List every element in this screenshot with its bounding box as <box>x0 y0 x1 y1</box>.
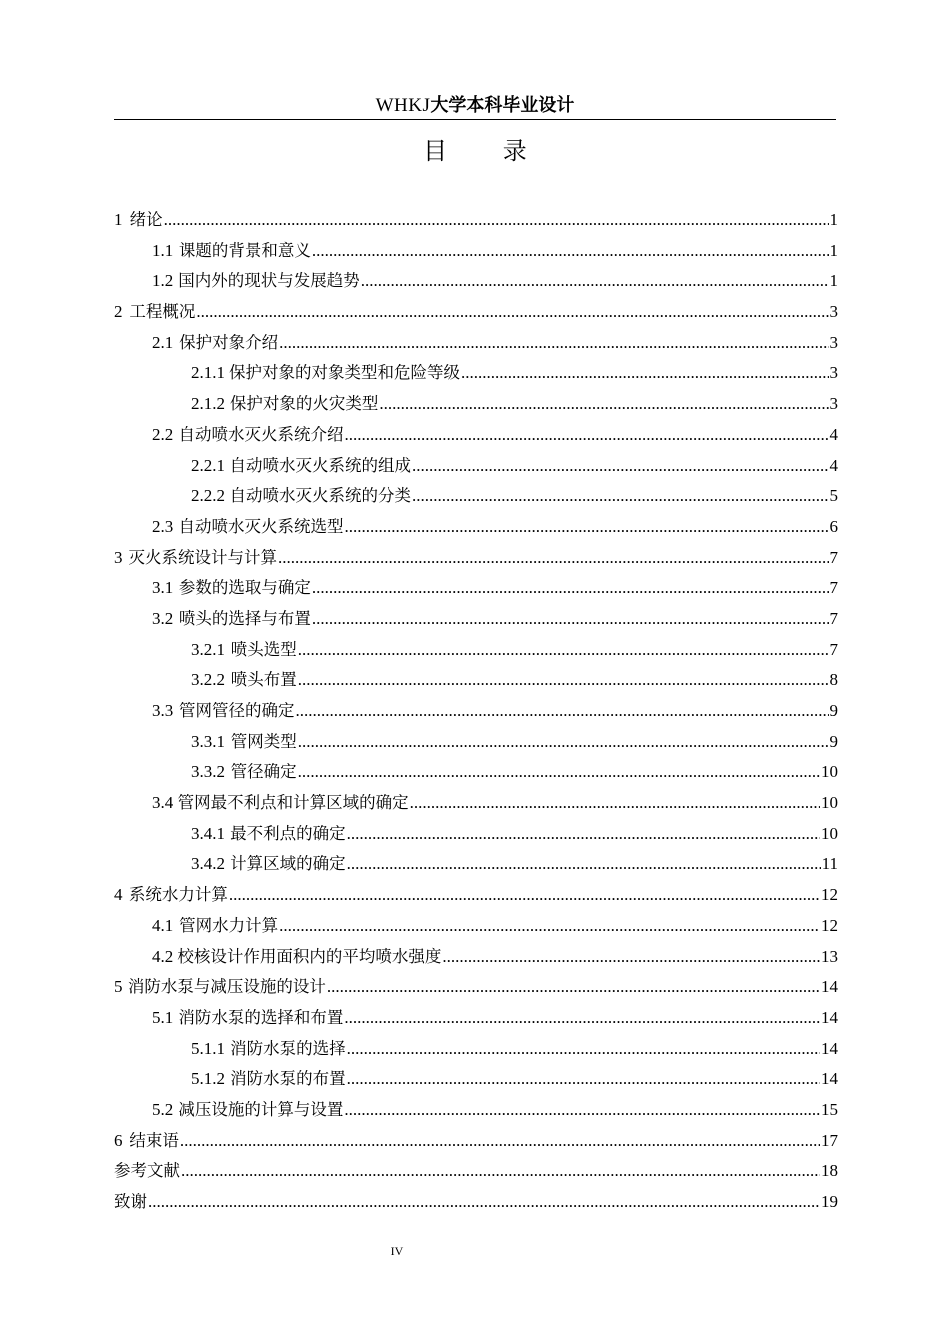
dot-leader <box>298 757 820 788</box>
toc-entry[interactable] <box>114 727 838 758</box>
toc-entry[interactable] <box>114 512 838 543</box>
toc-entry-page: 6 <box>829 516 838 536</box>
toc-entry[interactable] <box>114 1126 838 1157</box>
toc-entry[interactable] <box>114 788 838 819</box>
toc-entry-title: 课题的背景和意义 <box>178 240 311 260</box>
dot-leader <box>344 420 828 451</box>
toc-entry-number: 6 <box>114 1130 123 1150</box>
dot-leader <box>361 266 829 297</box>
toc-entry-page: 4 <box>829 424 838 444</box>
toc-entry-number: 3.4 <box>152 793 174 813</box>
dot-leader <box>347 849 821 880</box>
toc-entry[interactable] <box>114 358 838 389</box>
dot-leader <box>164 205 829 236</box>
toc-entry-title: 消防水泵的选择 <box>230 1038 346 1058</box>
toc-entry-title: 致谢 <box>114 1192 147 1211</box>
dot-leader <box>279 328 828 359</box>
toc-entry[interactable] <box>114 604 838 635</box>
toc-entry[interactable] <box>114 297 838 328</box>
toc-entry-title: 结束语 <box>129 1130 179 1150</box>
toc-entry[interactable] <box>114 819 838 850</box>
toc-entry-number: 1.2 <box>152 271 174 291</box>
header-rule <box>114 119 836 120</box>
toc-entry-title: 消防水泵的选择和布置 <box>178 1007 344 1027</box>
dot-leader <box>379 389 828 420</box>
table-of-contents <box>114 205 838 1218</box>
toc-entry-title: 减压设施的计算与设置 <box>178 1099 344 1119</box>
toc-entry[interactable] <box>114 635 838 666</box>
page-title: 目 录 <box>423 137 551 165</box>
toc-entry[interactable] <box>114 1095 838 1126</box>
toc-entry-number: 4.1 <box>152 915 174 935</box>
toc-entry-title: 最不利点的确定 <box>230 823 346 843</box>
dot-leader <box>278 543 829 574</box>
toc-entry-page: 8 <box>829 670 838 690</box>
dot-leader <box>344 1095 820 1126</box>
toc-entry-title: 国内外的现状与发展趋势 <box>178 271 360 291</box>
toc-entry-page: 9 <box>829 701 838 720</box>
toc-entry-title: 系统水力计算 <box>128 885 228 905</box>
toc-entry-title: 保护对象的对象类型和危险等级 <box>228 363 460 383</box>
toc-entry[interactable] <box>114 757 838 788</box>
dot-leader <box>181 1156 820 1187</box>
toc-entry-title: 计算区域的确定 <box>230 854 346 874</box>
toc-entry-number: 2.3 <box>152 516 174 536</box>
toc-entry-page: 1 <box>829 210 838 229</box>
toc-entry-page: 4 <box>829 455 838 475</box>
toc-entry-page: 10 <box>821 762 838 782</box>
toc-entry-title: 消防水泵与减压设施的设计 <box>127 977 326 997</box>
toc-entry[interactable] <box>114 205 838 236</box>
dot-leader <box>279 911 820 942</box>
toc-entry-number: 5 <box>114 977 123 997</box>
toc-entry-number: 2.2.1 <box>191 455 225 475</box>
dot-leader <box>347 819 820 850</box>
dot-leader <box>344 1003 820 1034</box>
toc-entry-page: 3 <box>829 394 838 414</box>
toc-entry-number: 3.2.1 <box>191 639 225 659</box>
toc-entry-page: 12 <box>821 915 838 935</box>
dot-leader <box>412 451 829 482</box>
toc-entry-number: 2.1 <box>152 332 174 352</box>
toc-entry-number: 2 <box>114 302 123 322</box>
toc-entry-page: 9 <box>829 731 838 751</box>
toc-entry[interactable] <box>114 849 838 880</box>
dot-leader <box>298 635 829 666</box>
toc-entry-number: 2.1.2 <box>191 394 225 414</box>
toc-entry-page: 1 <box>829 271 838 291</box>
header-title: 大学本科毕业设计 <box>430 95 575 116</box>
page-number: IV <box>390 1244 404 1258</box>
toc-entry[interactable] <box>114 1034 838 1065</box>
toc-entry-title: 校核设计作用面积内的平均喷水强度 <box>177 946 442 966</box>
toc-entry-number: 3.3.1 <box>191 731 225 751</box>
dot-leader <box>298 665 829 696</box>
toc-entry[interactable] <box>114 573 838 604</box>
toc-entry[interactable] <box>114 389 838 420</box>
toc-entry-title: 工程概况 <box>129 302 196 322</box>
toc-entry[interactable] <box>114 236 838 267</box>
toc-entry-page: 3 <box>829 302 838 322</box>
toc-entry-title: 绪论 <box>129 210 163 229</box>
toc-entry-page: 5 <box>829 486 838 506</box>
toc-entry[interactable] <box>114 420 838 451</box>
toc-entry-page: 14 <box>821 1038 838 1058</box>
toc-entry-page: 10 <box>821 793 838 813</box>
toc-entry-title: 管网类型 <box>230 731 297 751</box>
toc-entry-title: 自动喷水灭火系统的分类 <box>229 486 411 506</box>
toc-entry-page: 13 <box>821 946 838 966</box>
dot-leader <box>298 727 829 758</box>
toc-entry-page: 14 <box>821 1007 838 1027</box>
dot-leader <box>312 604 829 635</box>
dot-leader <box>347 1034 820 1065</box>
toc-entry[interactable] <box>114 451 838 482</box>
dot-leader <box>296 696 829 727</box>
toc-entry-page: 3 <box>829 332 838 352</box>
toc-entry[interactable] <box>114 481 838 512</box>
toc-entry-number: 3.3.2 <box>191 762 225 782</box>
toc-entry[interactable] <box>114 665 838 696</box>
dot-leader <box>229 880 820 911</box>
toc-entry-number: 5.1 <box>152 1007 174 1027</box>
toc-entry-title: 保护对象的火灾类型 <box>229 394 379 414</box>
header-latin: WHKJ <box>375 95 431 116</box>
dot-leader <box>347 1064 820 1095</box>
toc-entry-title: 喷头的选择与布置 <box>178 608 311 628</box>
toc-entry-title: 消防水泵的布置 <box>230 1069 346 1089</box>
toc-entry-number: 3.4.2 <box>191 854 225 874</box>
toc-entry-number: 5.1.1 <box>191 1038 225 1058</box>
toc-entry-title: 保护对象介绍 <box>179 332 279 352</box>
toc-entry-page: 12 <box>821 885 838 905</box>
toc-entry[interactable] <box>114 942 838 973</box>
toc-entry-page: 7 <box>829 608 838 628</box>
toc-entry-number: 3.2 <box>152 608 174 628</box>
dot-leader <box>344 512 828 543</box>
dot-leader <box>412 481 829 512</box>
toc-entry-number: 2.1.1 <box>191 363 225 383</box>
toc-entry-title: 管网水力计算 <box>179 915 279 935</box>
toc-entry-title: 自动喷水灭火系统的组成 <box>229 455 411 475</box>
toc-entry-page: 7 <box>829 578 838 598</box>
toc-entry-page: 19 <box>821 1192 838 1211</box>
toc-entry-number: 3.1 <box>152 578 174 598</box>
toc-entry-title: 灭火系统设计与计算 <box>128 547 277 567</box>
toc-entry[interactable] <box>114 266 838 297</box>
page-header <box>114 92 836 118</box>
toc-entry-number: 3.2.2 <box>191 670 225 690</box>
toc-entry-title: 参考文献 <box>114 1161 180 1181</box>
toc-entry-page: 10 <box>821 823 838 843</box>
toc-entry[interactable] <box>114 696 838 727</box>
toc-entry-page: 15 <box>821 1099 838 1119</box>
toc-entry-title: 喷头选型 <box>230 639 297 659</box>
toc-entry-page: 7 <box>829 639 838 659</box>
toc-entry-page: 7 <box>829 547 838 567</box>
toc-entry-title: 参数的选取与确定 <box>178 578 311 598</box>
toc-entry-title: 自动喷水灭火系统介绍 <box>178 424 344 444</box>
toc-entry[interactable] <box>114 972 838 1003</box>
toc-entry-number: 5.2 <box>152 1099 174 1119</box>
dot-leader <box>327 972 820 1003</box>
toc-entry-title: 管网管径的确定 <box>179 701 295 720</box>
dot-leader <box>410 788 820 819</box>
toc-entry-title: 管网最不利点和计算区域的确定 <box>177 793 409 813</box>
toc-entry[interactable] <box>114 1156 838 1187</box>
toc-entry-number: 3.4.1 <box>191 823 225 843</box>
dot-leader <box>148 1187 820 1218</box>
toc-entry-number: 2.2 <box>152 424 174 444</box>
toc-entry-number: 4 <box>114 885 123 905</box>
dot-leader <box>196 297 828 328</box>
toc-entry-number: 2.2.2 <box>191 486 225 506</box>
toc-entry-number: 4.2 <box>152 946 174 966</box>
toc-entry-page: 17 <box>821 1130 838 1150</box>
toc-entry-page: 14 <box>821 977 838 997</box>
toc-entry-page: 1 <box>829 240 838 260</box>
toc-entry-title: 自动喷水灭火系统选型 <box>178 516 344 536</box>
toc-entry-page: 18 <box>821 1161 838 1181</box>
toc-entry-number: 1.1 <box>152 240 174 260</box>
toc-entry[interactable] <box>114 911 838 942</box>
toc-entry-page: 11 <box>821 854 838 874</box>
toc-entry-title: 喷头布置 <box>230 670 297 690</box>
toc-entry[interactable] <box>114 328 838 359</box>
toc-entry[interactable] <box>114 543 838 574</box>
toc-entry[interactable] <box>114 1064 838 1095</box>
toc-entry-title: 管径确定 <box>230 762 297 782</box>
toc-entry-page: 14 <box>821 1069 838 1089</box>
toc-entry-number: 3.3 <box>152 701 174 720</box>
toc-entry[interactable] <box>114 1187 838 1218</box>
toc-entry[interactable] <box>114 1003 838 1034</box>
dot-leader <box>312 236 829 267</box>
toc-entry-number: 1 <box>114 210 123 229</box>
toc-entry-page: 3 <box>829 363 838 383</box>
toc-entry-number: 3 <box>114 547 123 567</box>
dot-leader <box>312 573 829 604</box>
toc-entry[interactable] <box>114 880 838 911</box>
dot-leader <box>461 358 829 389</box>
dot-leader <box>442 942 820 973</box>
dot-leader <box>180 1126 820 1157</box>
toc-entry-number: 5.1.2 <box>191 1069 225 1089</box>
